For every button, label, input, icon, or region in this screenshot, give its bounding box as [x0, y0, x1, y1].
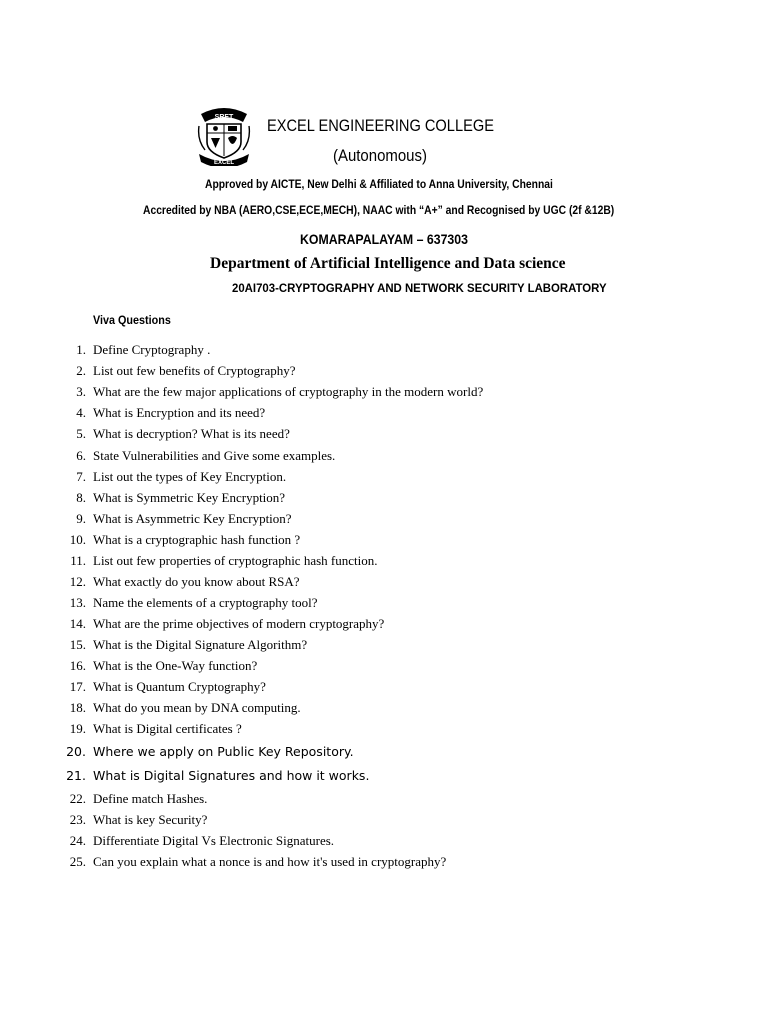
question-number: 15.	[69, 637, 86, 652]
college-name: EXCEL ENGINEERING COLLEGE	[267, 116, 494, 135]
question-number: 19.	[69, 721, 86, 736]
question-text: State Vulnerabilities and Give some examples.	[93, 448, 336, 463]
question-text: What exactly do you know about RSA?	[93, 574, 300, 589]
list-item	[0, 790, 700, 808]
question-number: 22.	[69, 791, 86, 806]
list-item	[0, 636, 700, 654]
question-text: What is Digital certificates ?	[93, 721, 242, 736]
list-item	[0, 743, 700, 761]
question-text: What is decryption? What is its need?	[93, 426, 290, 441]
question-number: 9.	[76, 511, 86, 526]
logo-bottom-text: EXCEL	[213, 160, 235, 166]
list-item	[0, 447, 700, 465]
question-text: List out the types of Key Encryption.	[93, 469, 287, 484]
college-status: (Autonomous)	[333, 146, 427, 165]
question-text: What is Symmetric Key Encryption?	[93, 490, 286, 505]
course-title: 20AI703-CRYPTOGRAPHY AND NETWORK SECURITY LABORATORY	[232, 281, 607, 295]
list-item	[0, 404, 700, 422]
list-item	[0, 552, 700, 570]
accreditation-line: Accredited by NBA (AERO,CSE,ECE,MECH), NAAC with “A+” and Recognised by UGC (2f &12B)	[143, 203, 615, 217]
list-item	[0, 811, 700, 829]
question-number: 24.	[69, 833, 86, 848]
question-number: 10.	[69, 532, 86, 547]
list-item	[0, 341, 700, 359]
list-item	[0, 468, 700, 486]
question-number: 20.	[66, 744, 86, 759]
list-item	[0, 531, 700, 549]
question-text: Define Cryptography .	[93, 342, 211, 357]
question-number: 7.	[76, 469, 86, 484]
question-text: What is Encryption and its need?	[93, 405, 266, 420]
question-number: 16.	[69, 658, 86, 673]
question-text: What is a cryptographic hash function ?	[93, 532, 301, 547]
question-text: Name the elements of a cryptography tool?	[93, 595, 318, 610]
department-title: Department of Artificial Intelligence and Data science	[210, 255, 566, 272]
list-item	[0, 678, 700, 696]
list-item	[0, 657, 700, 675]
question-text: What is Quantum Cryptography?	[93, 679, 266, 694]
list-item	[0, 767, 700, 785]
question-number: 18.	[69, 700, 86, 715]
list-item	[0, 832, 700, 850]
question-text: Differentiate Digital Vs Electronic Signatures.	[93, 833, 335, 848]
question-text: What is the Digital Signature Algorithm?	[93, 637, 308, 652]
list-item	[0, 573, 700, 591]
question-text: List out few benefits of Cryptography?	[93, 363, 296, 378]
list-item	[0, 362, 700, 380]
question-text: Can you explain what a nonce is and how it's used in cryptography?	[93, 854, 447, 869]
question-number: 13.	[69, 595, 86, 610]
question-number: 21.	[66, 768, 86, 783]
list-item	[0, 720, 700, 738]
question-text: Where we apply on Public Key Repository.	[93, 744, 354, 759]
question-number: 25.	[69, 854, 86, 869]
question-text: What are the prime objectives of modern cryptography?	[93, 616, 385, 631]
list-item	[0, 510, 700, 528]
question-number: 5.	[76, 426, 86, 441]
question-text: Define match Hashes.	[93, 791, 208, 806]
question-number: 8.	[76, 490, 86, 505]
question-number: 4.	[76, 405, 86, 420]
question-text: What is Digital Signatures and how it works.	[93, 768, 370, 783]
question-text: List out few properties of cryptographic hash function.	[93, 553, 378, 568]
list-item	[0, 489, 700, 507]
question-number: 17.	[69, 679, 86, 694]
question-number: 23.	[69, 812, 86, 827]
list-item	[0, 594, 700, 612]
section-heading: Viva Questions	[93, 313, 171, 327]
question-text: What do you mean by DNA computing.	[93, 700, 301, 715]
logo-top-text: SRET	[214, 114, 234, 121]
question-text: What is key Security?	[93, 812, 208, 827]
college-logo	[195, 104, 253, 166]
question-number: 14.	[69, 616, 86, 631]
question-number: 12.	[69, 574, 86, 589]
approval-line: Approved by AICTE, New Delhi & Affiliated to Anna University, Chennai	[205, 177, 553, 191]
question-number: 2.	[76, 363, 86, 378]
list-item	[0, 853, 700, 871]
question-text: What is the One-Way function?	[93, 658, 258, 673]
question-text: What is Asymmetric Key Encryption?	[93, 511, 292, 526]
list-item	[0, 699, 700, 717]
question-number: 1.	[76, 342, 86, 357]
question-number: 6.	[76, 448, 86, 463]
list-item	[0, 425, 700, 443]
question-number: 11.	[70, 553, 86, 568]
list-item	[0, 615, 700, 633]
question-number: 3.	[76, 384, 86, 399]
question-text: What are the few major applications of cryptography in the modern world?	[93, 384, 484, 399]
list-item	[0, 383, 700, 401]
location-line: KOMARAPALAYAM – 637303	[300, 231, 468, 247]
